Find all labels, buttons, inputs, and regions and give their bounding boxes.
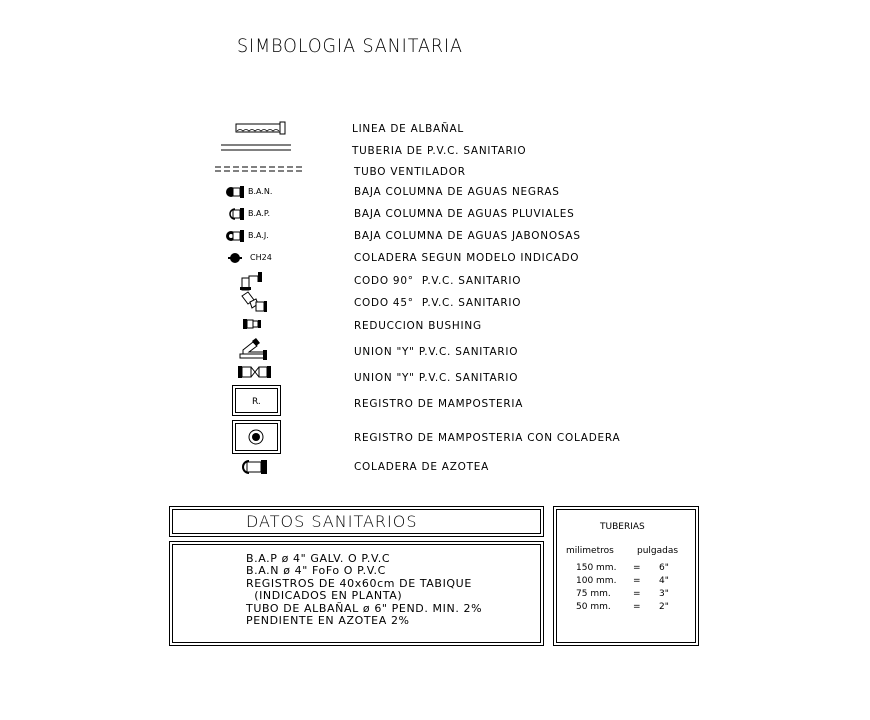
symbol-code: CH24	[250, 253, 272, 262]
legend-label: CODO 90° P.V.C. SANITARIO	[354, 274, 522, 287]
tuberias-mm: 75 mm.	[576, 589, 611, 599]
register-code: R.	[252, 397, 261, 407]
tuberias-in: 3"	[659, 589, 669, 599]
tuberias-eq: =	[633, 563, 641, 573]
drain-grate-icon	[248, 429, 266, 447]
legend-label: UNION "Y" P.V.C. SANITARIO	[354, 371, 519, 384]
downspout-soapy-water-icon	[225, 229, 247, 243]
bushing-reducer-icon	[243, 318, 265, 330]
tuberias-mm: 150 mm.	[576, 563, 617, 573]
elbow-90-icon	[240, 270, 266, 292]
legend-label: TUBO VENTILADOR	[354, 165, 466, 178]
legend-label: TUBERIA DE P.V.C. SANITARIO	[352, 144, 527, 157]
legend-label: COLADERA DE AZOTEA	[354, 460, 490, 473]
downspout-black-water-icon	[225, 185, 247, 199]
datos-line: (INDICADOS EN PLANTA)	[246, 589, 403, 602]
pvc-pipe-icon	[221, 144, 293, 152]
legend-label: BAJA COLUMNA DE AGUAS JABONOSAS	[354, 229, 581, 242]
datos-title: DATOS SANITARIOS	[246, 512, 418, 531]
page-title: SIMBOLOGIA SANITARIA	[237, 35, 463, 57]
tuberias-in: 4"	[659, 576, 669, 586]
legend-label: CODO 45° P.V.C. SANITARIO	[354, 296, 522, 309]
datos-line: PENDIENTE EN AZOTEA 2%	[246, 614, 410, 627]
legend-label: UNION "Y" P.V.C. SANITARIO	[354, 345, 519, 358]
vent-pipe-icon	[215, 166, 305, 174]
legend-label: BAJA COLUMNA DE AGUAS PLUVIALES	[354, 207, 575, 220]
tuberias-eq: =	[633, 589, 641, 599]
roof-drain-icon	[240, 458, 274, 476]
tuberias-mm: 50 mm.	[576, 602, 611, 612]
downspout-rainwater-icon	[225, 207, 247, 221]
legend-label: LINEA DE ALBAÑAL	[352, 122, 465, 135]
tuberias-col-in: pulgadas	[637, 546, 679, 556]
tuberias-in: 6"	[659, 563, 669, 573]
tuberias-title: TUBERIAS	[600, 522, 645, 532]
tuberias-eq: =	[633, 602, 641, 612]
datos-line: B.A.P ø 4" GALV. O P.V.C	[246, 552, 391, 565]
legend-label: REDUCCION BUSHING	[354, 319, 482, 332]
symbol-code: B.A.N.	[248, 187, 273, 196]
sewer-line-icon	[235, 120, 290, 136]
symbol-code: B.A.J.	[248, 231, 269, 240]
legend-label: REGISTRO DE MAMPOSTERIA CON COLADERA	[354, 431, 621, 444]
tuberias-in: 2"	[659, 602, 669, 612]
datos-line: B.A.N ø 4" FoFo O P.V.C	[246, 564, 386, 577]
datos-line: REGISTROS DE 40x60cm DE TABIQUE	[246, 577, 472, 590]
wye-union-icon	[239, 338, 271, 360]
legend-label: COLADERA SEGUN MODELO INDICADO	[354, 251, 580, 264]
floor-drain-icon	[227, 252, 245, 264]
datos-line: TUBO DE ALBAÑAL ø 6" PEND. MIN. 2%	[246, 602, 483, 615]
double-wye-union-icon	[238, 364, 272, 380]
tuberias-col-mm: milimetros	[566, 546, 614, 556]
tuberias-mm: 100 mm.	[576, 576, 617, 586]
elbow-45-icon	[240, 292, 270, 314]
legend-label: REGISTRO DE MAMPOSTERIA	[354, 397, 524, 410]
tuberias-eq: =	[633, 576, 641, 586]
legend-label: BAJA COLUMNA DE AGUAS NEGRAS	[354, 185, 560, 198]
symbol-code: B.A.P.	[248, 209, 271, 218]
